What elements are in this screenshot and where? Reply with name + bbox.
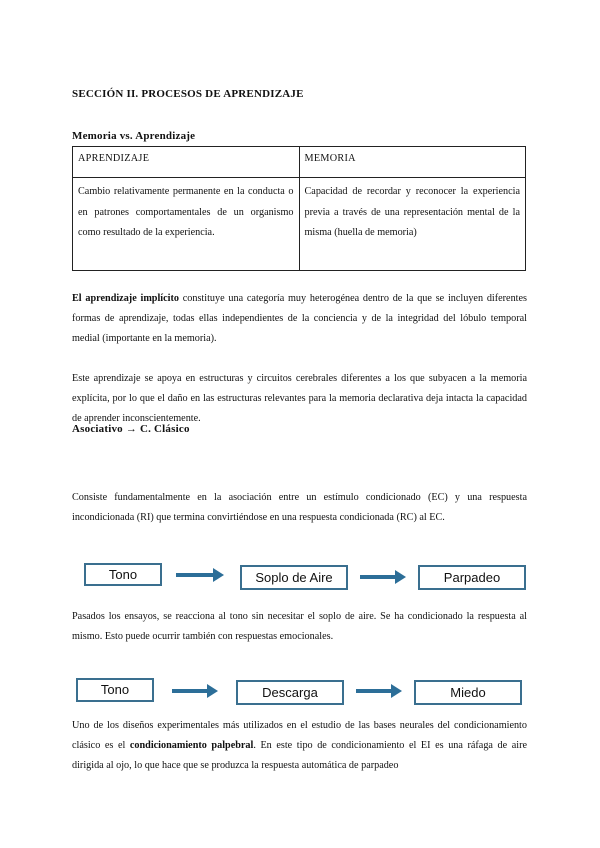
flow1-box-tono: Tono: [84, 563, 162, 586]
table-cell-aprendizaje: Cambio relativamente permanente en la conducta o en patrones comportamentales de un organismo como resultado de la experiencia.: [73, 178, 300, 271]
table-header-memoria: MEMORIA: [299, 147, 526, 178]
table-header-row: [73, 147, 526, 178]
flow2-box-miedo: Miedo: [414, 680, 522, 705]
flow2-arrow-icon-1: [172, 686, 218, 696]
palpebral-term: condicionamiento palpebral: [129, 740, 254, 751]
implicit-learning-term: El aprendizaje implícito: [72, 293, 179, 304]
table-row: [73, 178, 526, 271]
implicit-learning-text: constituye una categoría muy heterogénea dentro de la que se incluyen diferentes formas de aprendizaje, todas ellas independientes de la conciencia y de la integridad del lóbulo temporal medial (importante en la memoria).: [72, 293, 527, 344]
comparison-table: [72, 146, 526, 271]
flow1-box-parpadeo: Parpadeo: [418, 565, 526, 590]
palpebral-text-before: Uno de los diseños experimentales más utilizados en el estudio de las bases neurales del condicionamiento clásico es el: [72, 720, 527, 751]
paragraph-implicit-learning: [72, 289, 527, 349]
flow2-arrow-icon-2: [356, 686, 402, 696]
flow1-arrow-icon-1: [176, 570, 224, 580]
palpebral-text-after: . En este tipo de condicionamiento el EI es una ráfaga de aire dirigida al ojo, lo que hace que se produzca la respuesta automática de parpadeo: [72, 740, 527, 771]
flow1-box-soplo-de-aire: Soplo de Aire: [240, 565, 348, 590]
paragraph-after-trials: Pasados los ensayos, se reacciona al tono sin necesitar el soplo de aire. Se ha condicionado la respuesta al mismo. Esto puede ocurrir también con respuestas emocionales.: [72, 611, 527, 642]
section-title: SECCIÓN II. PROCESOS DE APRENDIZAJE: [72, 88, 304, 100]
flow2-box-descarga: Descarga: [236, 680, 344, 705]
flow1-arrow-icon-2: [360, 572, 406, 582]
table-cell-memoria: Capacidad de recordar y reconocer la experiencia previa a través de una representación mental de la misma (huella de memoria): [299, 178, 526, 271]
flow2-box-tono: Tono: [76, 678, 154, 702]
paragraph-brain-structures: Este aprendizaje se apoya en estructuras y circuitos cerebrales diferentes a los que subyacen a la memoria explícita, por lo que el daño en las estructuras relevantes para la memoria declarativa deja intacta la capacidad de aprender inconscientemente.: [72, 373, 527, 424]
table-header-aprendizaje: APRENDIZAJE: [73, 147, 300, 178]
paragraph-palpebral-conditioning: [72, 716, 527, 776]
associative-heading: Asociativo → C. Clásico: [72, 423, 190, 435]
paragraph-classical-conditioning: Consiste fundamentalmente en la asociación entre un estímulo condicionado (EC) y una respuesta incondicionada (RI) que termina convirtiéndose en una respuesta condicionada (RC) al EC.: [72, 492, 527, 523]
comparison-subtitle: Memoria vs. Aprendizaje: [72, 130, 196, 142]
